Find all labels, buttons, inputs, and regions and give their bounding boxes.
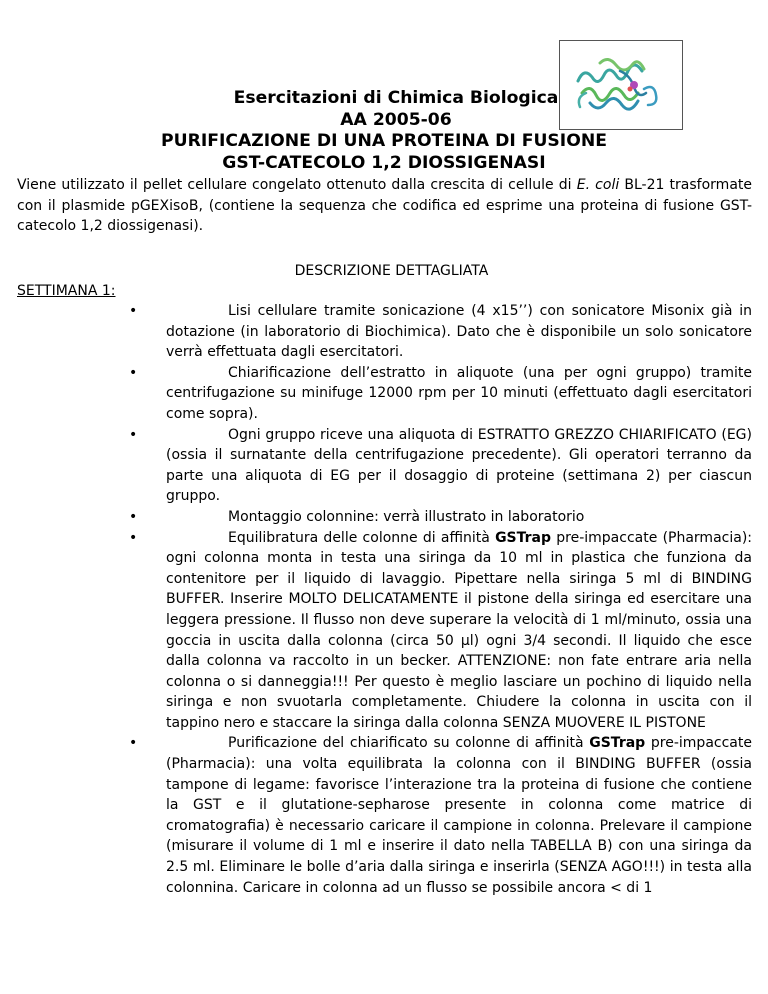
step-text: Chiarificazione dell’estratto in aliquote (una per ogni gruppo) tramite centrifugazione su minifuge 12000 rpm per 10 minuti (effettuato dagli esercitatori come sopra). — [166, 364, 752, 422]
academic-year: AA 2005-06 — [340, 109, 452, 130]
step-text: Equilibratura delle colonne di affinità — [228, 529, 496, 546]
list-item — [0, 507, 752, 528]
steps-list — [0, 301, 752, 898]
week-title: SETTIMANA 1: — [17, 283, 116, 299]
step-text: pre-impaccate (Pharmacia): ogni colonna monta in testa una siringa da 10 ml in plastica che funziona da contenitore per il liquido di lavaggio. Pipettare nella siringa 5 ml di BINDING BUFFER. Inserire MOLTO DELICATAMENTE il pistone della siringa ed esercitare una leggera pressione. Il flusso non deve superare la velocità di 1 ml/minuto, ossia una goccia in uscita dalla colonna (circa 50 μl) ogni 3/4 secondi. Il liquido che esce dalla colonna va raccolto in un becker. ATTENZIONE: non fate entrare aria nella colonna o si danneggia!!! Per questo è meglio lasciare un pochino di liquido nella siringa e non svuotarla completamente. Chiudere la colonna in uscita con il tappino nero e staccare la siringa dalla colonna SENZA MUOVERE IL PISTONE — [166, 529, 752, 731]
step-text: Purificazione del chiarificato su colonne di affinità — [228, 735, 590, 752]
document-title — [0, 88, 768, 174]
step-text: Montaggio colonnine: verrà illustrato in laboratorio — [228, 508, 585, 525]
intro-text-italic: E. coli — [576, 177, 620, 193]
step-text: pre-impaccate (Pharmacia): una volta equilibrata la colonna con il BINDING BUFFER (ossia tampone di legame: favorisce l’interazione tra la proteina di fusione che contiene la GST e il glutatione-sepharose presente in colonna come matrice di cromatografia) è necessario caricare il campione in colonna. Prelevare il campione (misurare il volume di 1 ml e inserire il dato nella TABELLA B) con una siringa da 2.5 ml. Eliminare le bolle d’aria dalla siringa e inserirla (SENZA AGO!!!) in testa alla colonnina. Caricare in colonna ad un flusso se possibile ancora < di 1 — [166, 735, 752, 896]
section-title: DESCRIZIONE DETTAGLIATA — [294, 263, 489, 279]
intro-text-2: BL-21 trasformate con il plasmide pGEXisoB, (contiene la sequenza che codifica ed esprime una proteina di fusione GST-catecolo 1,2 diossigenasi). — [17, 177, 752, 234]
step-text: Lisi cellulare tramite sonicazione (4 x15’’) con sonicatore Misonix già in dotazione (in laboratorio di Biochimica). Dato che è disponibile un solo sonicatore verrà effettuata dagli esercitatori. — [166, 303, 752, 361]
intro-text-1: Viene utilizzato il pellet cellulare congelato ottenuto dalla crescita di cellule di — [17, 177, 577, 193]
intro-paragraph — [17, 175, 752, 237]
experiment-title: PURIFICAZIONE DI UNA PROTEINA DI FUSIONE — [161, 131, 607, 151]
list-item — [0, 301, 752, 363]
step-text-bold: GSTrap — [495, 529, 552, 546]
list-item — [0, 363, 752, 425]
course-title: Esercitazioni di Chimica Biologica — [233, 88, 559, 108]
list-item — [0, 733, 752, 898]
step-text: Ogni gruppo riceve una aliquota di ESTRATTO GREZZO CHIARIFICATO (EG) (ossia il surnatante della centrifugazione precedente). Gli operatori terranno da parte una aliquota di EG per il dosaggio di proteine (settimana 2) per ciascun gruppo. — [166, 426, 752, 505]
experiment-subtitle: GST-CATECOLO 1,2 DIOSSIGENASI — [222, 152, 546, 173]
list-item — [0, 425, 752, 507]
step-text-bold: GSTrap — [589, 735, 646, 752]
list-item — [0, 528, 752, 734]
